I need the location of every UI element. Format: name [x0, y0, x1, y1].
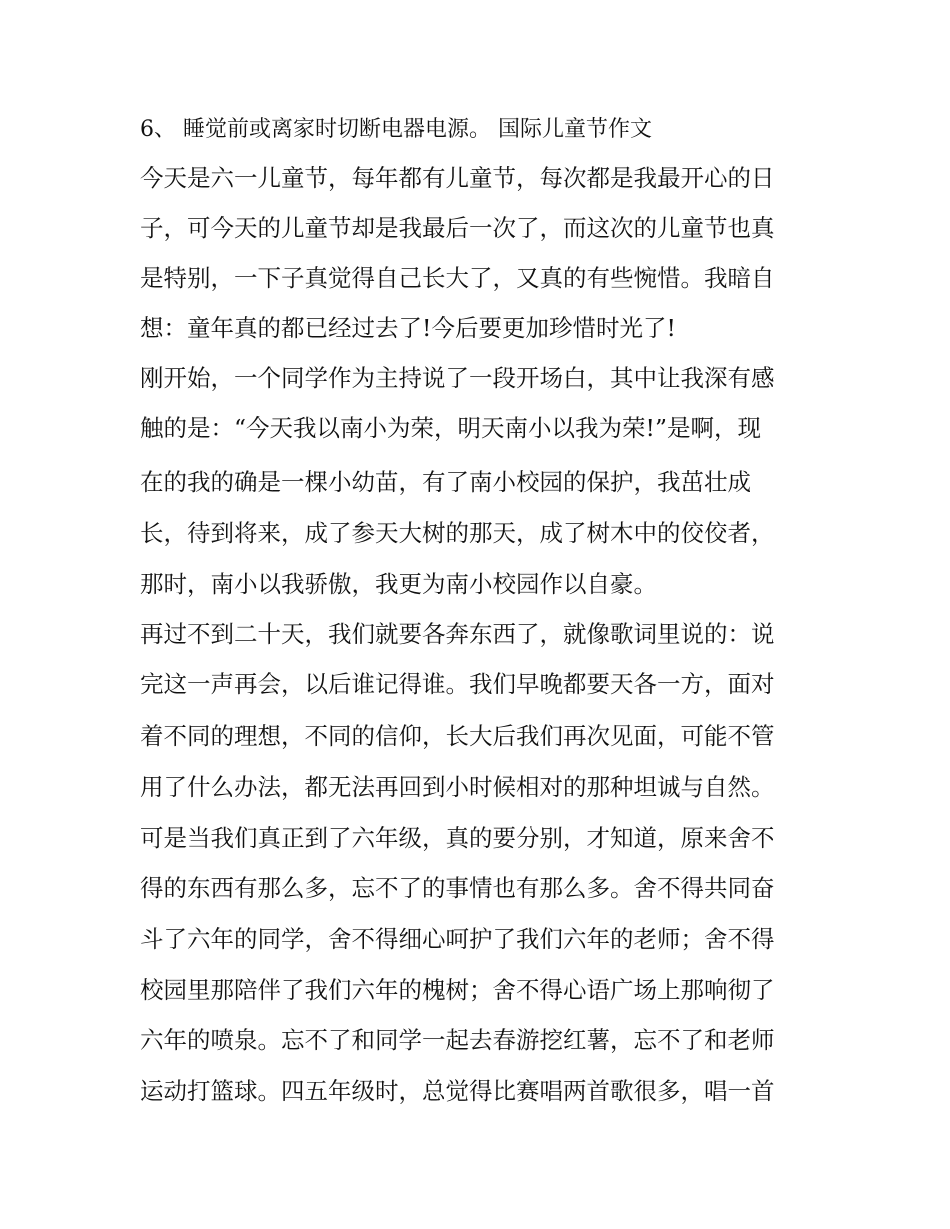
text-line-20: 运动打篮球。四五年级时，总觉得比赛唱两首歌很多，唱一首 — [140, 1077, 775, 1105]
text-line-4: 是特别，一下子真觉得自己长大了，又真的有些惋惜。我暗自 — [140, 264, 775, 292]
text-line-11: 再过不到二十天，我们就要各奔东西了，就像歌词里说的：说 — [140, 620, 775, 648]
text-line-14: 用了什么办法，都无法再回到小时候相对的那种坦诚与自然。 — [140, 773, 775, 801]
text-line-19: 六年的喷泉。忘不了和同学一起去春游挖红薯，忘不了和老师 — [140, 1026, 775, 1054]
text-line-17: 斗了六年的同学，舍不得细心呵护了我们六年的老师；舍不得 — [140, 925, 775, 953]
text-line-15: 可是当我们真正到了六年级，真的要分别，才知道，原来舍不 — [140, 824, 775, 852]
text-line-13: 着不同的理想，不同的信仰，长大后我们再次见面，可能不管 — [140, 722, 775, 750]
text-line-8: 在的我的确是一棵小幼苗，有了南小校园的保护，我茁壮成 — [140, 468, 751, 496]
text-line-1: 6、 睡觉前或离家时切断电器电源。 国际儿童节作文 — [140, 117, 652, 142]
text-line-6: 刚开始，一个同学作为主持说了一段开场白，其中让我深有感 — [140, 364, 775, 392]
text-line-2: 今天是六一儿童节，每年都有儿童节，每次都是我最开心的日 — [140, 164, 775, 192]
text-line-5: 想：童年真的都已经过去了!今后要更加珍惜时光了! — [140, 314, 676, 342]
text-line-3: 子，可今天的儿童节却是我最后一次了，而这次的儿童节也真 — [140, 214, 775, 242]
text-line-9: 长，待到将来，成了参天大树的那天，成了树木中的佼佼者， — [140, 519, 775, 547]
text-line-12: 完这一声再会，以后谁记得谁。我们早晚都要天各一方，面对 — [140, 670, 775, 698]
text-line-7: 触的是：“今天我以南小为荣，明天南小以我为荣!”是啊，现 — [140, 414, 761, 442]
text-line-16: 得的东西有那么多，忘不了的事情也有那么多。舍不得共同奋 — [140, 874, 775, 902]
text-line-10: 那时，南小以我骄傲，我更为南小校园作以自豪。 — [140, 570, 657, 598]
text-line-18: 校园里那陪伴了我们六年的槐树；舍不得心语广场上那响彻了 — [140, 976, 775, 1004]
